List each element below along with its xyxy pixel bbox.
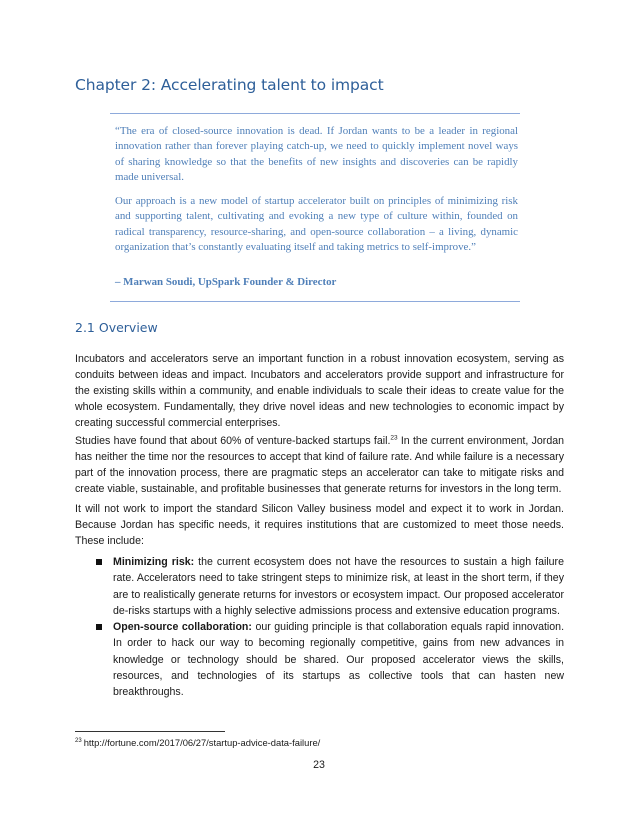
quote-top-rule: [110, 113, 520, 114]
bullet-term: Open-source collaboration:: [113, 621, 252, 634]
bullet-list: [75, 554, 564, 701]
bullet-item-open-source-collaboration: [75, 619, 564, 700]
bullet-term: Minimizing risk:: [113, 556, 195, 568]
footnote: [75, 737, 320, 748]
footnote-separator: [75, 731, 225, 732]
quote-bottom-rule: [110, 301, 520, 302]
page-number: 23: [313, 759, 325, 771]
footnote-number: 23: [75, 737, 82, 744]
body-paragraph-2-text-before: Studies have found that about 60% of venture-backed startups fail.: [75, 435, 391, 447]
bullet-text: the current ecosystem does not have the resources to sustain a high failure rate. Accelerators need to take stringent steps to minimize risk, at least in the short term, if they are to realistically generate returns for investors or ecosystem impact. Our proposed accelerator de-risks startups with a highly selective admissions process and extensive education programs.: [113, 556, 564, 617]
body-paragraph-2: [75, 433, 564, 497]
section-title: 2.1 Overview: [75, 320, 158, 335]
square-bullet-icon: [96, 624, 102, 630]
body-paragraph-1: Incubators and accelerators serve an important function in a robust innovation ecosystem, serving as conduits between ideas and impact. Incubators and accelerators provide support and infrastructure for the existing skills within a community, and enable individuals to scale their ideas to create value for the whole ecosystem. Fundamentally, they drive novel ideas and new technologies to economic impact by creating successful commercial enterprises.: [75, 353, 564, 430]
square-bullet-icon: [96, 559, 102, 565]
quote-paragraph-2: Our approach is a new model of startup accelerator built on principles of minimizing risk and supporting talent, cultivating and evoking a new type of culture within, founded on radical transparency, resource-sharing, and open-source collaboration – a living, dynamic organization that’s constantly evaluating itself and taking metrics to self-improve.”: [115, 195, 518, 254]
quote-attribution: – Marwan Soudi, UpSpark Founder & Director: [115, 276, 337, 288]
bullet-item-minimizing-risk: [75, 554, 564, 619]
footnote-link[interactable]: http://fortune.com/2017/06/27/startup-advice-data-failure/: [83, 737, 321, 748]
body-paragraph-2-text-after: In the current environment, Jordan has neither the time nor the resources to accept that kind of failure rate. And while failure is a necessary part of the innovation process, there are pragmatic steps an accelerator can take to mitigate risks and create viable, sustainable, and profitable businesses that generate returns for investors in the long term.: [75, 435, 564, 496]
body-paragraph-3: It will not work to import the standard Silicon Valley business model and expect it to work in Jordan. Because Jordan has specific needs, it requires institutions that are customized to meet those needs. These include:: [75, 503, 564, 548]
footnote-reference[interactable]: 23: [390, 434, 398, 442]
bullet-text: our guiding principle is that collaboration equals rapid innovation. In order to hack our way to becoming regionally competitive, gains from new advances in knowledge or technology should be shared. Our proposed accelerator views the skills, resources, and technologies of its startups as collective tools that can hasten new breakthroughs.: [113, 621, 565, 699]
quote-paragraph-1: “The era of closed-source innovation is dead. If Jordan wants to be a leader in regional innovation rather than forever playing catch-up, we need to quickly implement novel ways of sharing knowledge so that the benefits of new insights and discoveries can be rapidly made universal.: [115, 125, 518, 184]
chapter-title: Chapter 2: Accelerating talent to impact: [75, 76, 384, 94]
